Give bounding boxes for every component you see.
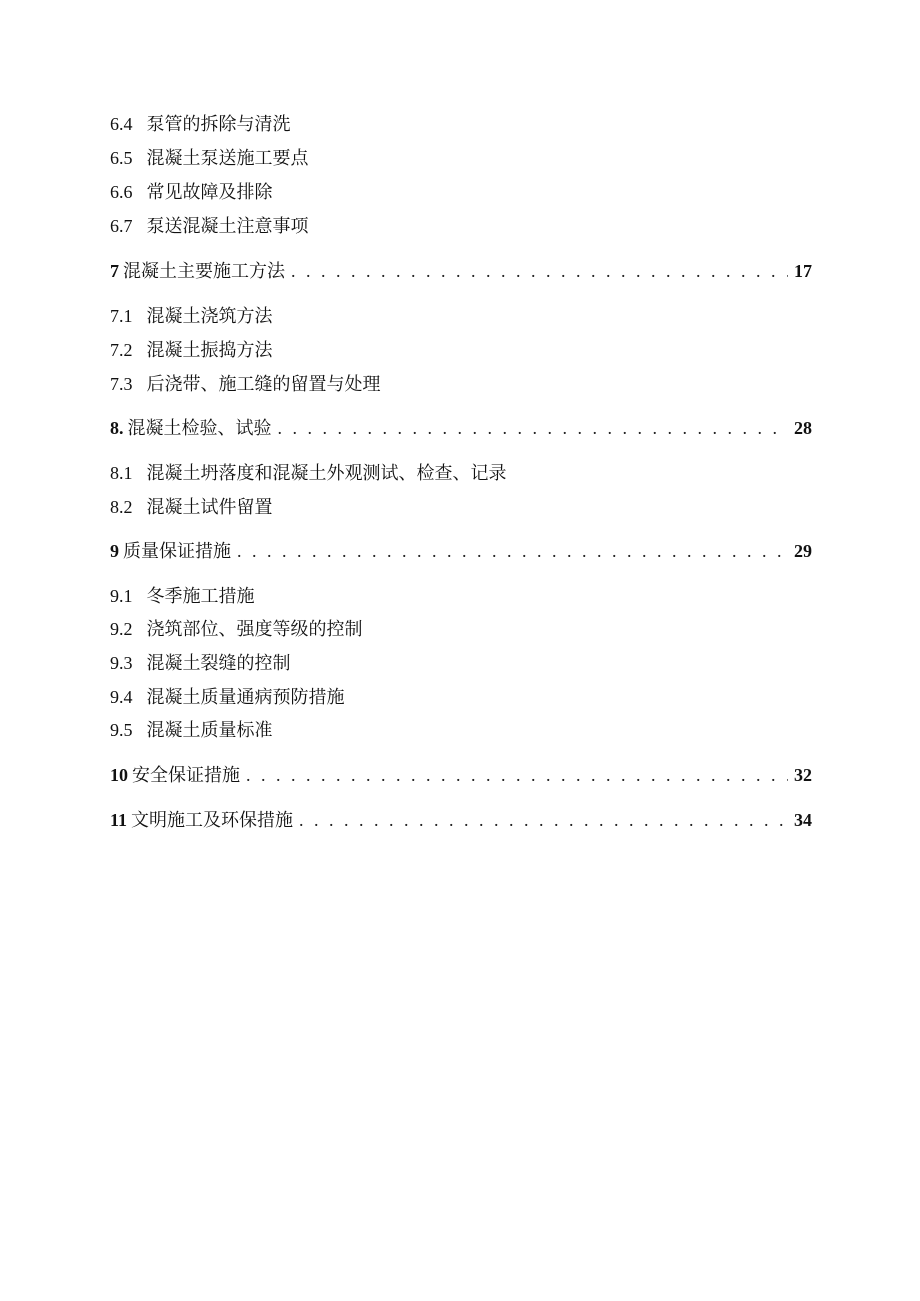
- entry-title: 混凝土振捣方法: [146, 340, 273, 361]
- page-number: 32: [794, 765, 812, 785]
- page-number: 29: [794, 541, 812, 561]
- chapter-number: 9: [110, 541, 119, 561]
- toc-entry-9-2[interactable]: [110, 617, 812, 641]
- entry-title: 混凝土坍落度和混凝土外观测试、检查、记录: [146, 463, 507, 484]
- entry-number: 8.1: [110, 463, 133, 483]
- chapter-title: 质量保证措施: [123, 541, 231, 562]
- entry-number: 8.2: [110, 497, 133, 517]
- entry-number: 7.2: [110, 340, 133, 360]
- entry-number: 9.4: [110, 687, 133, 707]
- entry-number: 7.1: [110, 306, 133, 326]
- chapter-title: 文明施工及环保措施: [131, 810, 294, 831]
- entry-number: 9.3: [110, 653, 133, 673]
- entry-title: 混凝土裂缝的控制: [146, 653, 291, 674]
- leader-dots: [291, 259, 788, 283]
- toc-entry-8-2[interactable]: [110, 495, 812, 519]
- toc-entry-7-1[interactable]: [110, 304, 812, 328]
- entry-title: 混凝土试件留置: [146, 497, 273, 518]
- toc-entry-9-1[interactable]: [110, 584, 812, 608]
- chapter-number: 8.: [110, 418, 124, 438]
- entry-number: 6.5: [110, 148, 133, 168]
- chapter-title: 混凝土检验、试验: [127, 418, 272, 439]
- toc-entry-8-1[interactable]: [110, 461, 812, 485]
- entry-title: 后浇带、施工缝的留置与处理: [146, 374, 381, 395]
- chapter-title: 安全保证措施: [132, 765, 240, 786]
- toc-entry-6-6[interactable]: [110, 180, 812, 204]
- leader-dots: [299, 808, 788, 832]
- entry-title: 混凝土质量通病预防措施: [146, 687, 345, 708]
- leader-dots: [246, 763, 788, 787]
- entry-title: 冬季施工措施: [146, 586, 255, 607]
- chapter-number: 11: [110, 810, 128, 830]
- toc-entry-9-4[interactable]: [110, 685, 812, 709]
- toc-chapter-11[interactable]: [110, 808, 812, 832]
- entry-title: 泵管的拆除与清洗: [146, 114, 291, 135]
- toc-chapter-7[interactable]: [110, 259, 812, 283]
- toc-entry-6-7[interactable]: [110, 214, 812, 238]
- toc-entry-6-4[interactable]: [110, 112, 812, 136]
- leader-dots: [237, 539, 788, 563]
- page-number: 17: [794, 261, 812, 281]
- leader-dots: [278, 416, 789, 440]
- toc-entry-9-3[interactable]: [110, 651, 812, 675]
- chapter-title: 混凝土主要施工方法: [123, 261, 285, 282]
- toc-chapter-8[interactable]: [110, 416, 812, 440]
- toc-entry-9-5[interactable]: [110, 718, 812, 742]
- entry-number: 6.6: [110, 182, 133, 202]
- entry-title: 混凝土浇筑方法: [146, 306, 273, 327]
- page-number: 34: [794, 810, 812, 830]
- entry-number: 6.4: [110, 114, 133, 134]
- toc-chapter-10[interactable]: [110, 763, 812, 787]
- entry-title: 混凝土质量标准: [146, 720, 273, 741]
- entry-title: 泵送混凝土注意事项: [146, 216, 309, 237]
- page-number: 28: [794, 418, 812, 438]
- chapter-number: 7: [110, 261, 119, 281]
- entry-number: 9.1: [110, 586, 133, 606]
- entry-number: 9.5: [110, 720, 133, 740]
- entry-number: 6.7: [110, 216, 133, 236]
- entry-title: 常见故障及排除: [146, 182, 273, 203]
- toc-entry-7-3[interactable]: [110, 372, 812, 396]
- toc-entry-6-5[interactable]: [110, 146, 812, 170]
- toc-chapter-9[interactable]: [110, 539, 812, 563]
- entry-number: 9.2: [110, 619, 133, 639]
- entry-title: 浇筑部位、强度等级的控制: [146, 619, 363, 640]
- toc-entry-7-2[interactable]: [110, 338, 812, 362]
- entry-title: 混凝土泵送施工要点: [146, 148, 309, 169]
- entry-number: 7.3: [110, 374, 133, 394]
- chapter-number: 10: [110, 765, 128, 785]
